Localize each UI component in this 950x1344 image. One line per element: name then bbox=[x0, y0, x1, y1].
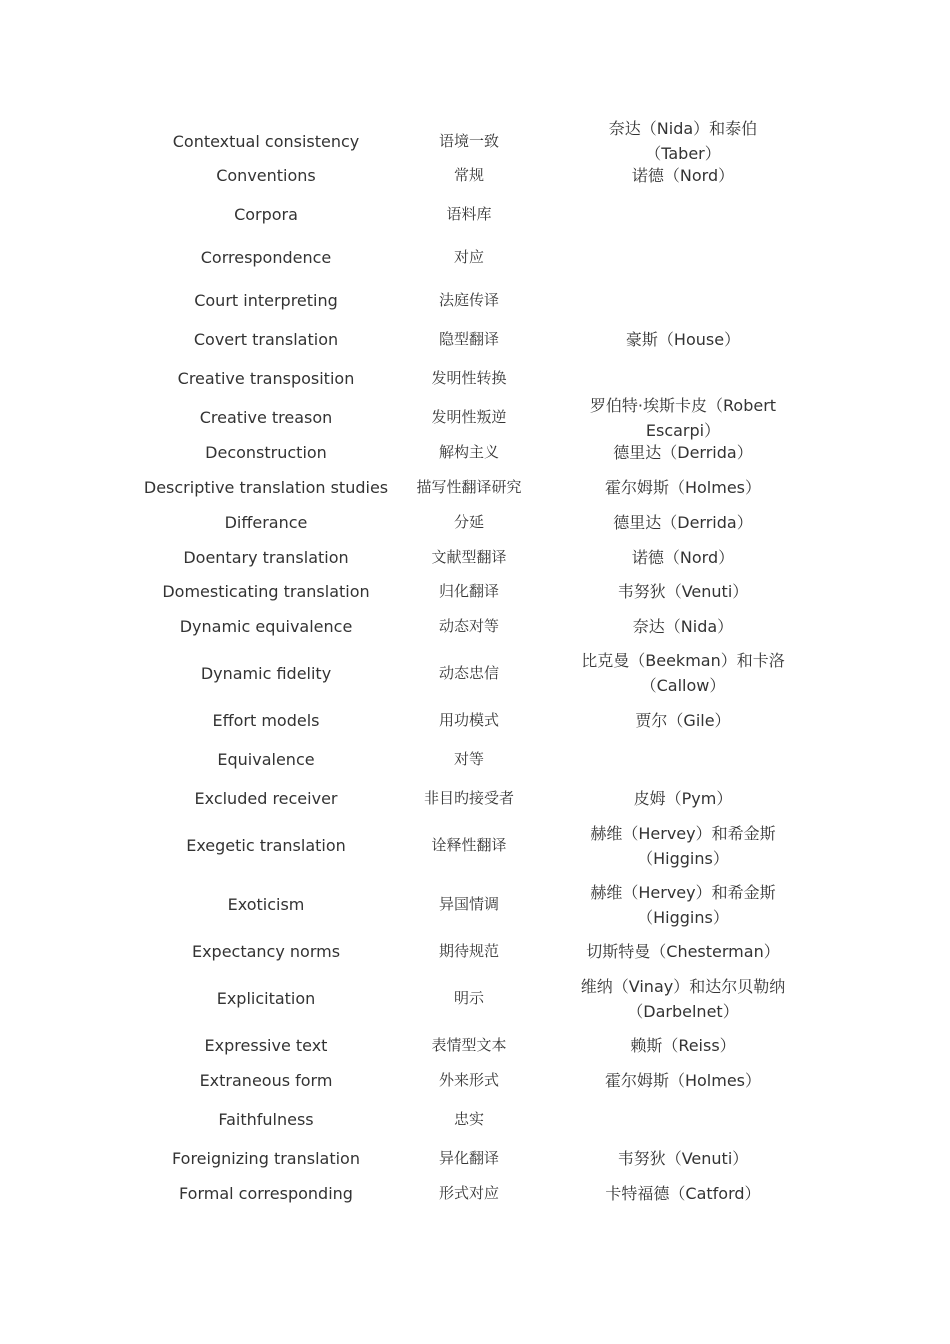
chinese-term-cell: 解构主义 bbox=[438, 443, 499, 461]
chinese-term-cell: 形式对应 bbox=[438, 1184, 499, 1202]
term-cell: Excluded receiver bbox=[194, 789, 338, 808]
chinese-term-cell: 常规 bbox=[453, 166, 484, 184]
author-cell: 赫维（Hervey）和希金斯（Higgins） bbox=[590, 823, 776, 868]
glossary-row bbox=[140, 236, 820, 279]
author-cell: 豪斯（House） bbox=[625, 330, 741, 349]
chinese-term-cell: 隐型翻译 bbox=[438, 330, 499, 348]
chinese-term-cell: 语料库 bbox=[446, 205, 492, 223]
glossary-row bbox=[140, 703, 820, 738]
author-cell: 霍尔姆斯（Holmes） bbox=[604, 478, 762, 497]
chinese-term-cell: 法庭传译 bbox=[438, 291, 499, 309]
chinese-term-cell: 诠释性翻译 bbox=[431, 836, 507, 854]
term-cell: Descriptive translation studies bbox=[143, 478, 389, 497]
glossary-row bbox=[140, 193, 820, 236]
glossary-row bbox=[140, 119, 820, 163]
chinese-term-cell: 明示 bbox=[453, 989, 484, 1007]
author-cell: 赖斯（Reiss） bbox=[630, 1036, 736, 1055]
chinese-term-cell: 外来形式 bbox=[438, 1071, 499, 1089]
author-cell: 霍尔姆斯（Holmes） bbox=[604, 1071, 762, 1090]
glossary-table bbox=[140, 119, 820, 1211]
chinese-term-cell: 非目旳接受者 bbox=[423, 789, 514, 807]
term-cell: Creative treason bbox=[199, 408, 333, 427]
glossary-row bbox=[140, 435, 820, 470]
chinese-term-cell: 语境一致 bbox=[438, 131, 499, 150]
glossary-row bbox=[140, 505, 820, 540]
glossary-row bbox=[140, 934, 820, 969]
term-cell: Exegetic translation bbox=[186, 836, 346, 855]
term-cell: Dynamic equivalence bbox=[179, 616, 353, 636]
author-cell: 切斯特曼（Chesterman） bbox=[586, 942, 780, 961]
chinese-term-cell: 用功模式 bbox=[438, 711, 499, 729]
term-cell: Covert translation bbox=[193, 330, 339, 349]
term-cell: Foreignizing translation bbox=[172, 1149, 360, 1168]
term-cell: Creative transposition bbox=[177, 369, 355, 388]
glossary-row bbox=[140, 609, 820, 643]
glossary-row bbox=[140, 875, 820, 934]
glossary-row bbox=[140, 781, 820, 816]
term-cell: Doentary translation bbox=[183, 547, 349, 567]
term-cell: Equivalence bbox=[217, 750, 315, 769]
term-cell: Court interpreting bbox=[194, 291, 338, 310]
chinese-term-cell: 描写性翻译研究 bbox=[416, 478, 522, 496]
glossary-row bbox=[140, 395, 820, 440]
author-cell: 罗伯特·埃斯卡皮（Robert Escarpi） bbox=[589, 395, 777, 440]
author-cell: 诺德（Nord） bbox=[631, 166, 735, 185]
author-cell: 韦努狄（Venuti） bbox=[617, 1149, 749, 1168]
chinese-term-cell: 发明性叛逆 bbox=[431, 408, 507, 426]
glossary-row bbox=[140, 322, 820, 357]
glossary-row bbox=[140, 1176, 820, 1211]
glossary-row bbox=[140, 738, 820, 781]
term-cell: Explicitation bbox=[216, 989, 316, 1008]
chinese-term-cell: 归化翻译 bbox=[438, 582, 499, 600]
glossary-row bbox=[140, 279, 820, 322]
glossary-row bbox=[140, 969, 820, 1028]
chinese-term-cell: 对应 bbox=[453, 248, 484, 266]
author-cell: 奈达（Nida）和泰伯（Taber） bbox=[608, 119, 758, 163]
term-cell: Dynamic fidelity bbox=[200, 663, 332, 683]
author-cell: 比克曼（Beekman）和卡洛（Callow） bbox=[581, 651, 785, 695]
glossary-row bbox=[140, 1063, 820, 1098]
term-cell: Contextual consistency bbox=[172, 131, 360, 151]
chinese-term-cell: 期待规范 bbox=[438, 942, 499, 960]
chinese-term-cell: 表情型文本 bbox=[431, 1036, 507, 1054]
glossary-row bbox=[140, 1098, 820, 1141]
author-cell: 德里达（Derrida） bbox=[613, 443, 753, 462]
term-cell: Correspondence bbox=[200, 248, 332, 267]
term-cell: Domesticating translation bbox=[162, 582, 370, 601]
term-cell: Deconstruction bbox=[205, 443, 327, 462]
glossary-row bbox=[140, 158, 820, 193]
glossary-row bbox=[140, 1141, 820, 1176]
glossary-row bbox=[140, 574, 820, 609]
chinese-term-cell: 异国情调 bbox=[438, 895, 499, 913]
term-cell: Conventions bbox=[216, 166, 316, 185]
chinese-term-cell: 文献型翻译 bbox=[431, 547, 507, 566]
term-cell: Effort models bbox=[212, 711, 320, 730]
chinese-term-cell: 发明性转换 bbox=[431, 369, 507, 387]
term-cell: Corpora bbox=[234, 205, 298, 224]
glossary-row bbox=[140, 643, 820, 703]
author-cell: 赫维（Hervey）和希金斯（Higgins） bbox=[590, 882, 776, 927]
chinese-term-cell: 异化翻译 bbox=[438, 1149, 499, 1167]
term-cell: Faithfulness bbox=[218, 1110, 314, 1129]
glossary-row bbox=[140, 1028, 820, 1063]
term-cell: Formal corresponding bbox=[179, 1184, 353, 1203]
chinese-term-cell: 忠实 bbox=[453, 1110, 484, 1128]
term-cell: Differance bbox=[224, 513, 308, 532]
term-cell: Expressive text bbox=[204, 1036, 328, 1055]
term-cell: Expectancy norms bbox=[191, 942, 341, 961]
chinese-term-cell: 动态对等 bbox=[438, 616, 499, 635]
glossary-row bbox=[140, 470, 820, 505]
author-cell: 卡特福德（Catford） bbox=[605, 1184, 761, 1203]
term-cell: Extraneous form bbox=[199, 1071, 333, 1090]
author-cell: 皮姆（Pym） bbox=[633, 789, 733, 808]
author-cell: 维纳（Vinay）和达尔贝勒纳（Darbelnet） bbox=[580, 976, 786, 1021]
author-cell: 德里达（Derrida） bbox=[613, 513, 753, 532]
glossary-row bbox=[140, 540, 820, 574]
glossary-row bbox=[140, 816, 820, 875]
term-cell: Exoticism bbox=[227, 895, 305, 914]
chinese-term-cell: 分延 bbox=[453, 513, 484, 531]
chinese-term-cell: 对等 bbox=[453, 750, 484, 768]
author-cell: 韦努狄（Venuti） bbox=[617, 582, 749, 601]
author-cell: 诺德（Nord） bbox=[631, 547, 735, 567]
chinese-term-cell: 动态忠信 bbox=[438, 663, 499, 682]
author-cell: 贾尔（Gile） bbox=[635, 711, 731, 730]
author-cell: 奈达（Nida） bbox=[632, 616, 734, 636]
